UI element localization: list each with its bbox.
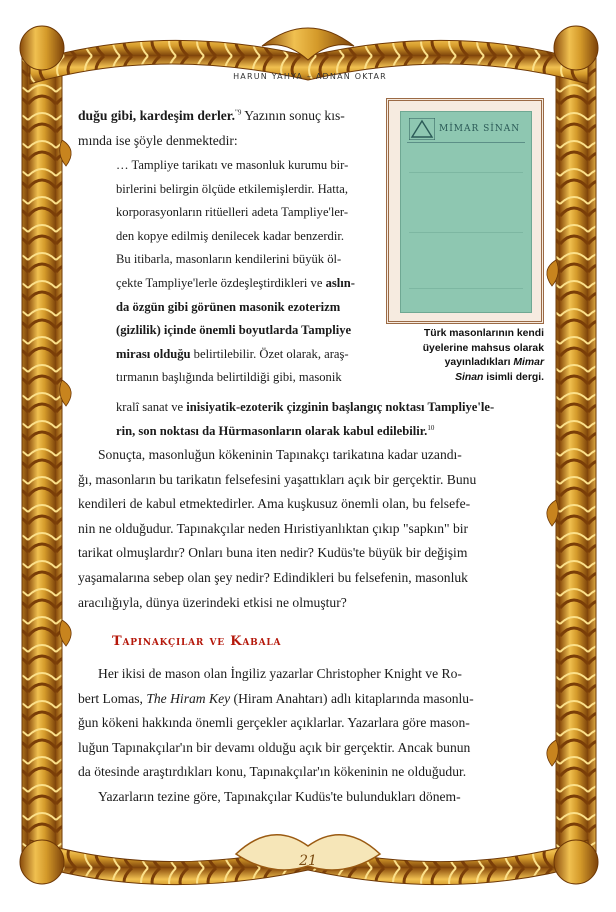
running-header: HARUN YAHYA – ADNAN OKTAR	[233, 72, 387, 81]
hiram-line-2-a: bert Lomas,	[78, 690, 147, 706]
caption-magazine-name-2: Sinan	[455, 371, 484, 383]
caption-line	[396, 371, 544, 386]
hiram-line: da ötesinde araştırdıkları konu, Tapınakçılar'ın kökeninin ne olduğudur.	[78, 764, 467, 780]
caption-line: Türk masonlarının kendi	[423, 328, 544, 339]
footnote-9: "9	[234, 108, 242, 117]
quote-line-8: (gizlilik) içinde önemli boyutlarda Tampliye	[116, 323, 352, 338]
hiram-line: luğun Tapınakçılar'ın bir devamı olduğu açık bir gerçektir. Ancak bunun	[78, 739, 471, 755]
quote-line: … Tampliye tarikatı ve masonluk kurumu bir-	[116, 158, 349, 172]
hiram-line-2	[78, 687, 544, 712]
quote-line-11-normal: kralî sanat ve	[116, 400, 187, 414]
paragraph-intro	[78, 104, 378, 153]
quote-line-12-bold: rin, son noktası da Hürmasonların olarak kabul edilebilir.	[116, 423, 428, 438]
conclusion-line: kendileri de kabul etmektedirler. Ama kuşkusuz önemli olan, bu felsefe-	[78, 496, 471, 512]
magazine-cover-image	[400, 111, 532, 313]
page-number: 21	[299, 853, 317, 869]
quote-line-7: da özgün gibi görünen masonik ezoterizm	[116, 299, 341, 314]
quote-line	[116, 272, 378, 296]
thesis-line: Yazarların tezine göre, Tapınakçılar Kudüs'te bulundukları dönem-	[98, 788, 461, 804]
conclusion-line: yaşamalarına sebep olan şey nedir? Edindikleri bu felsefenin, masonluk	[78, 569, 468, 585]
quote-line-10: tırmanın başlığında belirtildiği gibi, masonik	[116, 370, 342, 385]
figure-caption	[396, 327, 544, 385]
intro-text: Yazının sonuç kıs-	[241, 108, 345, 123]
hiram-line-1: Her ikisi de mason olan İngiliz yazarlar Christopher Knight ve Ro-	[98, 666, 462, 681]
quote-line-9-normal: belirtilebilir. Özet olarak, araş-	[190, 346, 349, 361]
cover-rule	[409, 232, 523, 233]
hiram-line: ğun kökeni hakkında önemli gerçekler açıklarlar. Yazarlara göre mason-	[78, 715, 470, 731]
bold-quote-end: duğu gibi, kardeşim derler.	[78, 108, 235, 123]
conclusion-line: aracılığıyla, dünya üzerindeki etkisi ne olmuştur?	[78, 594, 347, 610]
quote-line: den kopye edilmiş denilecek kadar benzerdir.	[116, 228, 344, 243]
quote-line: Bu itibarla, masonların kendilerini büyük öl-	[116, 252, 342, 267]
paragraph-hiram-key	[78, 662, 544, 810]
conclusion-line: ğı, masonların bu tarikatın felsefesini yaşattıkları açık bir gerçektir. Bunu	[78, 471, 477, 487]
quote-line: korporasyonların ritüelleri adeta Tampliye'ler-	[116, 205, 349, 220]
caption-line-4-b: isimli dergi.	[483, 371, 544, 383]
footnote-10: 10	[427, 423, 435, 432]
quote-line: birlerini belirgin ölçüde etkilemişlerdir. Hatta,	[116, 181, 348, 196]
magazine-band	[407, 142, 525, 143]
paragraph-conclusion	[78, 443, 544, 615]
magazine-title: MİMAR SİNAN	[439, 124, 521, 134]
intro-line-2: mında ise şöyle denmektedir:	[78, 132, 238, 148]
caption-line	[396, 356, 544, 371]
quote-line-11-bold: inisiyatik-ezoterik çizginin başlangıç noktası Tampliye'le-	[186, 400, 495, 414]
conclusion-line: Sonuçta, masonluğun kökeninin Tapınakçı tarikatına kadar uzandı-	[98, 447, 462, 462]
hiram-line-2-b: (Hiram Anahtarı) adlı kitaplarında masonlu-	[230, 690, 474, 706]
section-heading: Tapınakçılar ve Kabala	[112, 634, 282, 649]
cover-rule	[409, 172, 523, 173]
triangle-emblem-icon	[409, 118, 435, 140]
block-quote	[116, 154, 378, 390]
conclusion-line: tarikat olmuşlardır? Onları buna iten nedir? Kudüs'te büyük bir değişim	[78, 545, 468, 561]
caption-line-3-a: yayınladıkları	[444, 357, 514, 368]
book-title: The Hiram Key	[146, 690, 231, 706]
conclusion-line: nin ne olduğudur. Tapınakçılar neden Hıristiyanlıktan çıkıp "sapkın" bir	[78, 520, 469, 536]
quote-line-9-bold: mirası olduğu	[116, 346, 191, 361]
quote-line-6-bold: aslın-	[325, 275, 355, 290]
caption-line: üyelerine mahsus olarak	[422, 342, 544, 354]
caption-magazine-name: Mimar	[513, 357, 544, 368]
quote-line-6-normal: çekte Tampliye'lerle özdeşleştirdikleri ve	[116, 275, 326, 290]
cover-rule	[409, 288, 523, 289]
block-quote-continued	[116, 396, 544, 443]
magazine-figure	[386, 98, 544, 324]
